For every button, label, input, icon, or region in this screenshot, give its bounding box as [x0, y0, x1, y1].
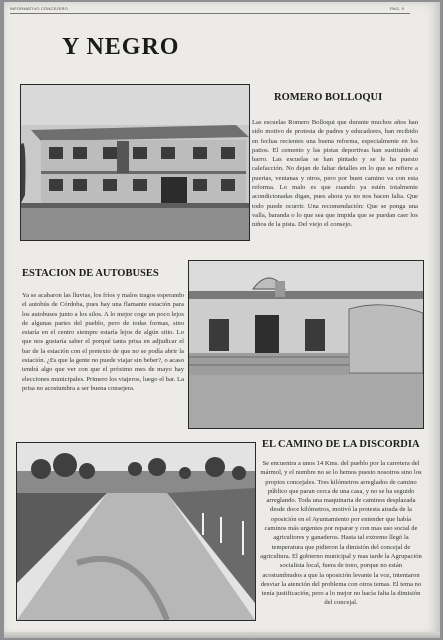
page-edge — [4, 632, 440, 638]
article-body-camino: Se encuentra a unos 14 Kms. del pueblo por la carretera del mármol, y el nombre no se lo hemos puesto nosotros sino los propios concejales. Tres kilómetros arreglados de camino público que paran cerca de una casa, y no se ha seguido arreglando. Toda una maquinaria de caminos desplazada desde doce kilómetros, motivó la protesta airada de la oposición en el Ayuntamiento por entender que había caminos más urgentes por reparar y con mas uso social de agricultores y ganaderos. Hasta tal extremo llegó la temperatura que pidieron la dimisión del concejal de agricultura. El gobierno municipal y mas tarde la Agrupación socialista local, fuera de tono, porque no están acostumbrados a que la oposición levante la voz, intentaron desviar la atención del problema con otros temas. El tema no tenía justificación, pero a lo mejor no hacía falta la dimisión del concejal. — [260, 460, 422, 607]
page-number: PAG. 9 — [390, 6, 404, 11]
newspaper-page — [4, 2, 440, 638]
article-headline-romero: ROMERO BOLLOQUI — [274, 92, 383, 103]
article-headline-estacion: ESTACION DE AUTOBUSES — [22, 268, 159, 279]
masthead-left: INFORMATIVO CONCEJERO — [10, 6, 68, 11]
article-body-romero: Las escuelas Romero Bolloqui que durante muchos años han sido motivo de protesta de padres y educadores, han recibido en fechas recientes una buena reforma, especialmente en los patios. El cemento y las pistas deportivas han sustituido al barro. Las escuelas se han pintado y se le ha puesto calefacción. No dejan de faltar detalles en lo que se refiere a puertas, ventanas y otros, pero por buen camino va con esta reforma. Lo malo es que cuando ya estén totalmente acondicionadas digan, pues ahora ya no nos hacen falta. Que todo puede ocurrir. Una recomendación: Que se ponga una valla, baranda o lo que sea que impida que se puedan caer los niños de la pista. Del viejo el consejo. — [252, 119, 418, 229]
bus-station-photo — [188, 260, 424, 429]
header-rule — [10, 13, 410, 14]
article-body-estacion: Ya se acabaron las lluvias, los fríos y malos tragos esperando el autobús de Córdoba, pues hay una flamante estación para los autobuses junto a los silos. A lo mejor coge un poco lejos de algunas partes del pueblo, pero de todas formas, sino estaría en el centro siempre estaría lejos de algún sitio. Lo que nos gustaría saber el porqué tanta prisa en adjudicar el bar de la estación con el pretexto de que no se podía abrir la estación. ¿Es que la gente no puede viajar sin beber?, o acaso tendrá algo que ver con que el próximo mes de mayo hay elecciones municipales. Primero los viajeros, luego el bar. La prisa no acostumbra a ser buena consejera. — [22, 292, 184, 392]
country-road-photo — [16, 442, 256, 621]
section-title: Y NEGRO — [62, 34, 180, 60]
article-headline-camino: EL CAMINO DE LA DISCORDIA — [262, 439, 420, 450]
school-photo — [20, 84, 250, 241]
